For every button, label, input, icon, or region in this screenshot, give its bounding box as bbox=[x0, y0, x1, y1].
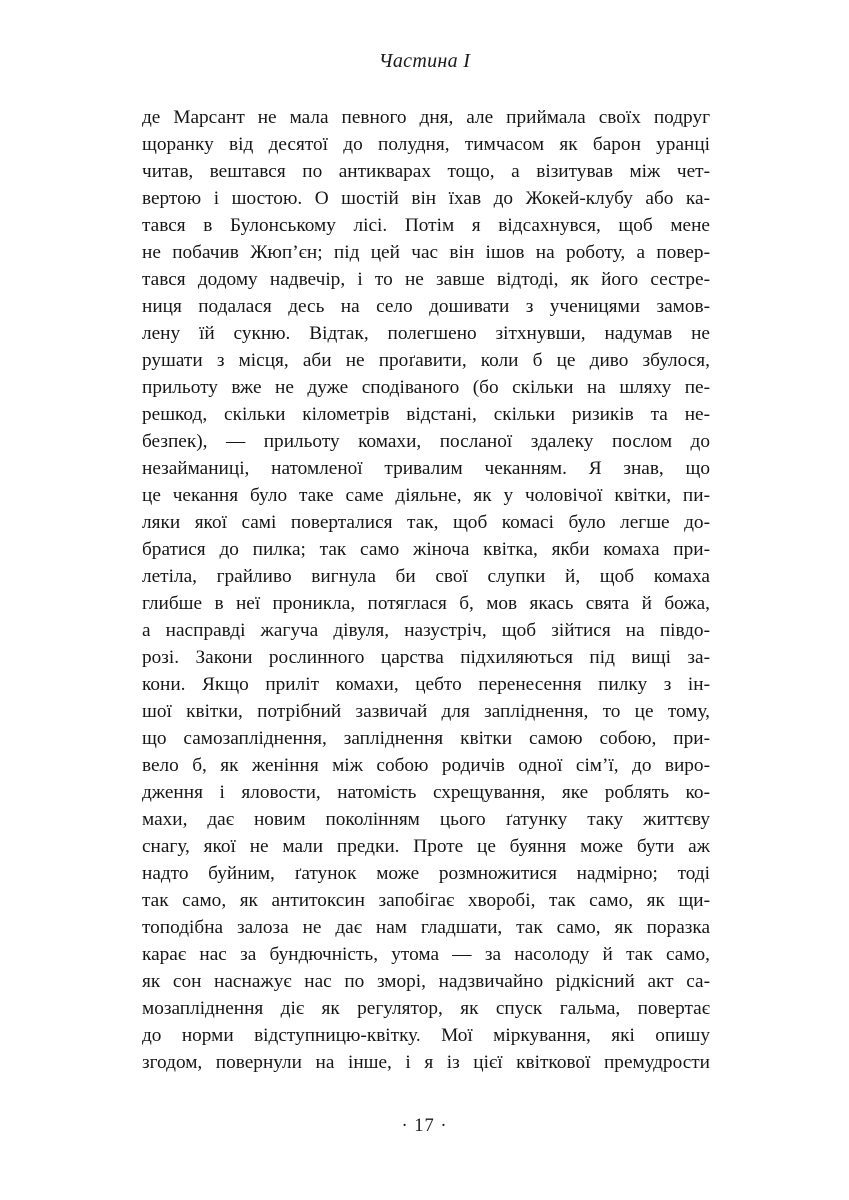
text-line: як сон наснажує нас по зморі, надзвичайно рідкісний акт са- bbox=[142, 971, 710, 992]
text-line: кони. Якщо приліт комахи, цебто перенесення пилку з ін- bbox=[142, 674, 710, 695]
text-line: ляки якої самі поверталися так, щоб комасі було легше до- bbox=[142, 512, 710, 533]
text-line: де Марсант не мала певного дня, але приймала своїх подруг bbox=[142, 107, 710, 128]
text-line: прильоту вже не дуже сподіваного (бо скільки на шляху пе- bbox=[142, 377, 710, 398]
text-line: снагу, якої не мали предки. Проте це буяння може бути аж bbox=[142, 836, 710, 857]
text-line: що самозапліднення, запліднення квітки самою собою, при- bbox=[142, 728, 710, 749]
chapter-header: Частина I bbox=[378, 50, 471, 72]
text-line: рушати з місця, аби не проґавити, коли б це диво збулося, bbox=[142, 350, 710, 371]
text-line: тався в Булонському лісі. Потім я відсахнувся, щоб мене bbox=[142, 215, 710, 236]
text-line: згодом, повернули на інше, і я із цієї квіткової премудрости bbox=[142, 1052, 710, 1073]
text-line: летіла, грайливо вигнула би свої слупки й, щоб комаха bbox=[142, 566, 710, 587]
text-line: надто буйним, ґатунок може розмножитися надмірно; тоді bbox=[142, 863, 710, 884]
text-line: решкод, скільки кілометрів відстані, скільки ризиків та не- bbox=[142, 404, 710, 425]
text-line: тався додому надвечір, і то не завше відтоді, як його сестре- bbox=[142, 269, 710, 290]
text-line: до норми відступницю-квітку. Мої міркування, які опишу bbox=[142, 1025, 710, 1046]
text-line: мозапліднення діє як регулятор, як спуск гальма, повертає bbox=[142, 998, 710, 1019]
text-line: безпек), — прильоту комахи, посланої здалеку послом до bbox=[142, 431, 710, 452]
text-line: лену їй сукню. Відтак, полегшено зітхнувши, надумав не bbox=[142, 323, 710, 344]
text-line: шої квітки, потрібний зазвичай для запліднення, то це тому, bbox=[142, 701, 710, 722]
page-number: · 17 · bbox=[401, 1116, 448, 1136]
text-line: ниця подалася десь на село дошивати з ученицями замов- bbox=[142, 296, 710, 317]
text-line: братися до пилка; так само жіноча квітка, якби комаха при- bbox=[142, 539, 710, 560]
text-line: карає нас за бундючність, утома — за насолоду й так само, bbox=[142, 944, 710, 965]
text-line: вело б, як женіння між собою родичів одної сім’ї, до виро- bbox=[142, 755, 710, 776]
text-line: так само, як антитоксин запобігає хворобі, так само, як щи- bbox=[142, 890, 710, 911]
text-line: щоранку від десятої до полудня, тимчасом як барон уранці bbox=[142, 134, 710, 155]
text-line: махи, дає новим поколінням цього ґатунку таку життєву bbox=[142, 809, 710, 830]
body-text bbox=[142, 104, 710, 1076]
text-line: незайманиці, натомленої тривалим чеканням. Я знав, що bbox=[142, 458, 710, 479]
text-line: не побачив Жюп’єн; під цей час він ішов на роботу, а повер- bbox=[142, 242, 710, 263]
text-line: глибше в неї проникла, потяглася б, мов якась свята й божа, bbox=[142, 593, 710, 614]
text-line: а насправді жагуча дівуля, назустріч, щоб зійтися на півдо- bbox=[142, 620, 710, 641]
text-line: вертою і шостою. О шостій він їхав до Жокей-клубу або ка- bbox=[142, 188, 710, 209]
text-line: це чекання було таке саме діяльне, як у чоловічої квітки, пи- bbox=[142, 485, 710, 506]
text-line: дження і яловости, натомість схрещування, яке роблять ко- bbox=[142, 782, 710, 803]
text-line: топодібна залоза не дає нам гладшати, так само, як поразка bbox=[142, 917, 710, 938]
text-line: розі. Закони рослинного царства підхиляються під вищі за- bbox=[142, 647, 710, 668]
text-line: читав, вештався по антикварах тощо, а візитував між чет- bbox=[142, 161, 710, 182]
